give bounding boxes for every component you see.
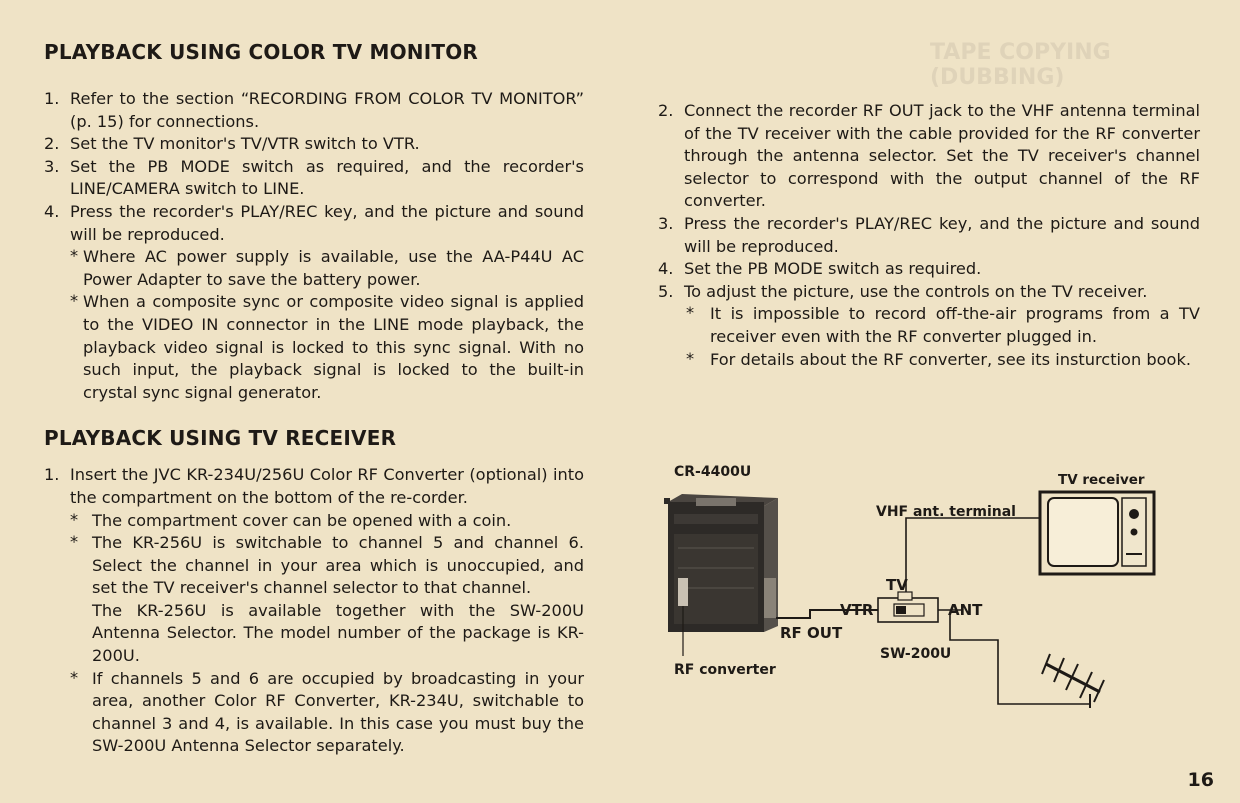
antenna-illustration bbox=[1042, 654, 1104, 708]
step-item: 3. Set the PB MODE switch as required, and the recorder's LINE/CAMERA switch to LINE. bbox=[44, 156, 584, 199]
heading-tv-receiver: PLAYBACK USING TV RECEIVER bbox=[44, 426, 397, 451]
right-column bbox=[658, 100, 1200, 371]
vtr-port-label: VTR bbox=[840, 601, 874, 619]
left-column bbox=[44, 40, 584, 758]
note: * The KR-256U is switchable to channel 5 and channel 6. Select the channel in your area which is unoccupied, and set the TV receiver's channel selector to that channel. bbox=[70, 532, 584, 598]
note: * It is impossible to record off-the-air programs from a TV receiver even with the RF converter plugged in. bbox=[686, 303, 1200, 346]
rf-converter-label: RF converter bbox=[674, 662, 776, 678]
recorder-label: CR-4400U bbox=[674, 464, 752, 480]
note: * If channels 5 and 6 are occupied by broadcasting in your area, another Color RF Converter, KR-234U, switchable to channel 3 and 4, is available. In this case you must buy the SW-200U Antenna Selector separately. bbox=[70, 667, 584, 756]
heading-color-tv-monitor: PLAYBACK USING COLOR TV MONITOR bbox=[44, 40, 479, 64]
recorder-illustration bbox=[664, 494, 778, 632]
note: The KR-256U is available together with the SW-200U Antenna Selector. The model number of the package is KR-200U. bbox=[92, 600, 584, 666]
tv-port-label: TV bbox=[886, 576, 908, 594]
step-item: 2. Set the TV monitor's TV/VTR switch to VTR. bbox=[44, 134, 420, 154]
note: * For details about the RF converter, see its insturction book. bbox=[686, 348, 1191, 369]
note: * The compartment cover can be opened with a coin. bbox=[70, 509, 512, 530]
tv-receiver-label: TV receiver bbox=[1058, 472, 1145, 488]
vhf-terminal-label: VHF ant. terminal bbox=[876, 504, 1016, 520]
step-item: 5. To adjust the picture, use the controls on the TV receiver. * It is impossible to record off-the-air programs from a TV receiver even with the RF converter plugged in. * For details about the RF converter, see its insturction book. bbox=[658, 281, 1200, 371]
steps-receiver bbox=[44, 464, 584, 758]
steps-monitor bbox=[44, 88, 584, 404]
step-item: 4. Set the PB MODE switch as required. bbox=[658, 259, 982, 279]
bleed-through-heading: TAPE COPYING (DUBBING) bbox=[930, 40, 1111, 90]
ant-port-label: ANT bbox=[948, 601, 983, 619]
step-item: 1. Insert the JVC KR-234U/256U Color RF Converter (optional) into the compartment on the bottom of the re-corder. * The compartment cover can be opened with a coin. * The KR-256U is switchable to channel 5 and channel 6. Select the channel in your area which is unoccupied, and set the TV receiver's channel selector to that channel. The KR-256U is available together with the SW-200U Antenna Selector. The model number of the package is KR-200U. * If channels 5 and 6 are occupied by broadcasting in your area, another Color RF Converter, KR-234U, switchable to channel 3 and 4, is available. In this case you must buy the SW-200U Antenna Selector separately. bbox=[44, 464, 584, 758]
note: * When a composite sync or composite video signal is applied to the VIDEO IN connector in the LINE mode playback, the playback video signal is locked to this sync signal. With no such input, the playback signal is locked to the built-in crystal sync signal generator. bbox=[70, 291, 584, 402]
step-item: 1. Refer to the section “RECORDING FROM COLOR TV MONITOR” (p. 15) for connections. bbox=[44, 89, 584, 131]
step-item: 2. Connect the recorder RF OUT jack to the VHF antenna terminal of the TV receiver with the cable provided for the RF converter through the antenna selector. Set the TV receiver's channel selector to correspond with the output channel of the RF converter. bbox=[658, 101, 1200, 211]
rf-out-label: RF OUT bbox=[780, 624, 843, 642]
step-item: 3. Press the recorder's PLAY/REC key, and the picture and sound will be reproduced. bbox=[658, 213, 1200, 256]
connection-diagram bbox=[660, 458, 1220, 708]
step-item: 4. Press the recorder's PLAY/REC key, and the picture and sound will be reproduced. * Where AC power supply is available, use the AA-P44U AC Power Adapter to save the battery power. * When a composite sync or composite video signal is applied to the VIDEO IN connector in the LINE mode playback, the playback video signal is locked to this sync signal. With no such input, the playback signal is locked to the built-in crystal sync signal generator. bbox=[44, 201, 584, 404]
antenna-selector-illustration bbox=[878, 592, 938, 622]
note: * Where AC power supply is available, use the AA-P44U AC Power Adapter to save the battery power. bbox=[70, 246, 584, 289]
tv-receiver-illustration bbox=[1040, 492, 1154, 574]
steps-receiver-continued bbox=[658, 100, 1200, 371]
sw200u-label: SW-200U bbox=[880, 646, 952, 662]
page-number: 16 bbox=[1187, 769, 1214, 791]
